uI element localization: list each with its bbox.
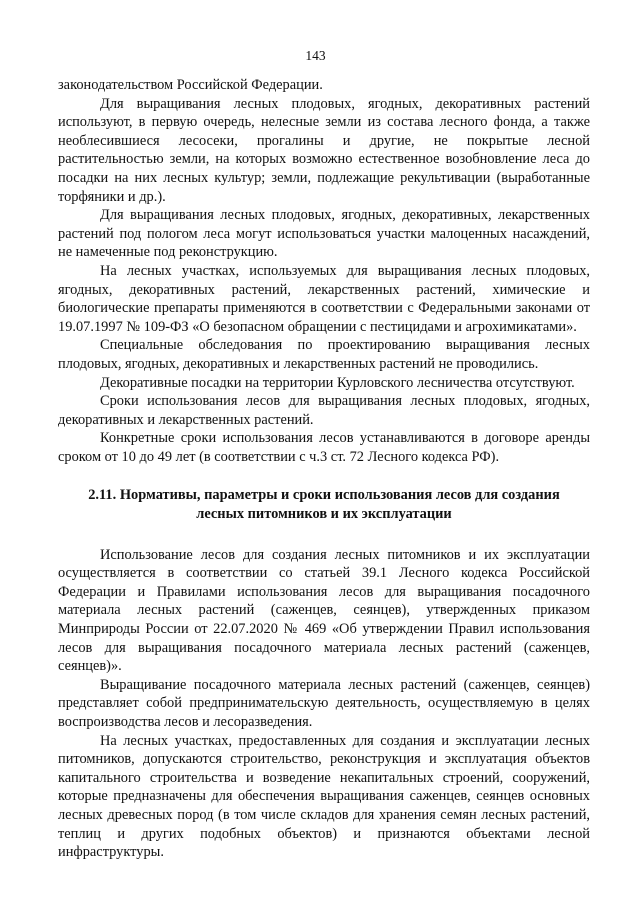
paragraph: На лесных участках, предоставленных для создания и эксплуатации лесных питомников, допускаются строительство, реконструкция и эксплуатация объектов капитального строительства и возведение некапитальных строений, сооружений, которые предназначены для обеспечения выращивания саженцев, сеянцев основных лесных древесных пород (в том числе складов для хранения семян лесных растений, теплиц и других подобных объектов) и признаются объектами лесной инфраструктуры. xyxy=(58,732,590,861)
page-number: 143 xyxy=(305,48,326,63)
paragraph: Декоративные посадки на территории Курловского лесничества отсутствуют. xyxy=(100,374,575,391)
paragraph: Для выращивания лесных плодовых, ягодных, декоративных растений используют, в первую очередь, нелесные земли из состава лесного фонда, а также необлесившиеся лесосеки, прогалины и другие, не покрытые лесной растительностью земли, на которых возможно естественное возобновление леса до посадки на них лесных культур; земли, подлежащие рекультивации (выработанные торфяники и др.). xyxy=(58,95,590,205)
paragraph: Конкретные сроки использования лесов устанавливаются в договоре аренды сроком от 10 до 49 лет (в соответствии с ч.3 ст. 72 Лесного кодекса РФ). xyxy=(58,430,590,465)
paragraph: Сроки использования лесов для выращивания лесных плодовых, ягодных, декоративных и лекарственных растений. xyxy=(58,393,590,428)
document-body xyxy=(58,76,590,862)
paragraph: Специальные обследования по проектированию выращивания лесных плодовых, ягодных, декоративных и лекарственных растений не проводились. xyxy=(58,337,590,372)
paragraph: Для выращивания лесных плодовых, ягодных, декоративных, лекарственных растений под пологом леса могут использоваться участки малоценных насаждений, не намеченные под реконструкцию. xyxy=(58,207,590,261)
section-heading xyxy=(58,486,590,523)
paragraph: На лесных участках, используемых для выращивания лесных плодовых, ягодных, декоративных растений, лекарственных растений, химические и биологические препараты применяются в соответствии с Федеральными законами от 19.07.1997 № 109-ФЗ «О безопасном обращении с пестицидами и агрохимикатами». xyxy=(58,262,590,335)
paragraph: Выращивание посадочного материала лесных растений (саженцев, сеянцев) представляет собой предпринимательскую деятельность, осуществляемую в целях воспроизводства лесов и лесоразведения. xyxy=(58,676,590,730)
paragraph: Использование лесов для создания лесных питомников и их эксплуатации осуществляется в соответствии со статьей 39.1 Лесного кодекса Российской Федерации и Правилами использования лесов для выращивания посадочного материала лесных растений (саженцев, сеянцев), утвержденных приказом Минприроды России от 22.07.2020 № 469 «Об утверждении Правил использования лесов для выращивания посадочного материала лесных растений (саженцев, сеянцев)». xyxy=(58,546,590,675)
paragraph: законодательством Российской Федерации. xyxy=(58,77,323,93)
section-heading-line: лесных питомников и их эксплуатации xyxy=(196,506,452,523)
section-heading-line: 2.11. Нормативы, параметры и сроки использования лесов для создания xyxy=(88,487,560,504)
